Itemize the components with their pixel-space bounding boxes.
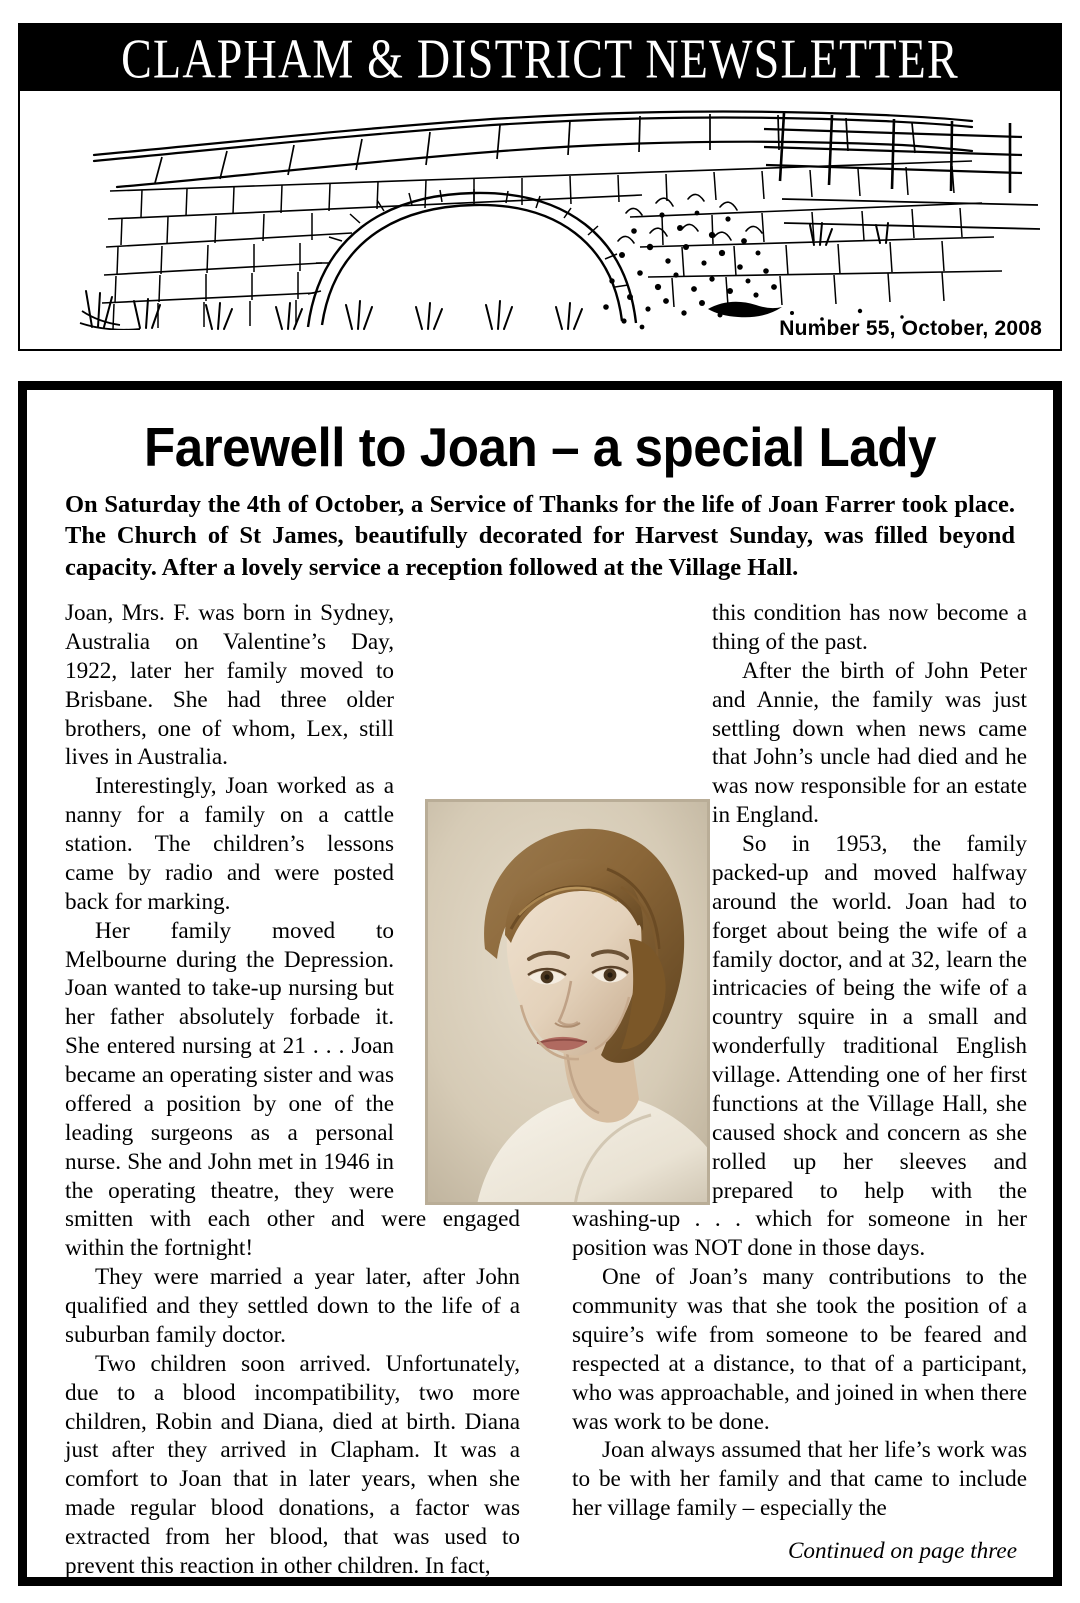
paragraph: Two children soon arrived. Unfortunately, due to a blood incompatibility, two more children, Robin and Diana, died at birth. Diana just after they arrived in Clapham. It was a comfort to Joan that in later years, when she made regular blood donations, a factor was extracted from her blood, that was used to prevent this reaction in other children. In fact, <box>65 1350 520 1579</box>
issue-number-line: Number 55, October, 2008 <box>779 317 1042 340</box>
paragraph: One of Joan’s many contributions to the community was that she took the position of a squire’s wife from someone to be feared and respected at a distance, to that of a participant, who was approachable, and joined in when there was work to be done. <box>572 1264 1027 1435</box>
newsletter-title: CLAPHAM & DISTRICT NEWSLETTER <box>121 26 959 90</box>
paragraph: After the birth of John Peter and Annie, the family was just settling down when news came that John’s uncle had died and he was now responsible for an estate in England. <box>712 657 1027 829</box>
article-standfirst: On Saturday the 4th of October, a Service of Thanks for the life of Joan Farrer took place. The Church of St James, beautifully decorated for Harvest Sunday, was filled beyond capacity. After a lovely service a reception followed at the Village Hall. <box>65 491 1015 581</box>
portrait-photo <box>425 799 710 1205</box>
stone-bridge-drawing <box>22 95 1060 330</box>
article-box <box>18 381 1062 1586</box>
paragraph: Her family moved to Melbourne during the Depression. Joan wanted to take-up nursing but her father absolutely forbade it. She entered nursing at 21 . . . Joan became an operating sister and was offered a position by one of the leading surgeons as a personal nurse. She and John met in 1946 in the operating theatre, they were smitten with each other and were engaged within the fortnight! <box>65 917 520 1262</box>
masthead-box <box>18 23 1062 351</box>
paragraph: this condition has now become a thing of the past. <box>712 600 1027 655</box>
page-title: Farewell to Joan – a special Lady <box>143 416 937 478</box>
paragraph: They were married a year later, after John qualified and they settled down to the life of a suburban family doctor. <box>65 1264 520 1348</box>
paragraph: So in 1953, the family packed-up and moved halfway around the world. Joan had to forget about being the wife of a family doctor, and at 32, learn the intricacies of being the wife of a country squire in a small and wonderfully traditional English village. Attending one of her first functions at the Village Hall, she caused shock and concern as she rolled up her sleeves and prepared to help with the washing-up . . . which for someone in her position was NOT done in those days. <box>572 831 1027 1262</box>
masthead-banner <box>20 25 1060 91</box>
paragraph: Joan always assumed that her life’s work was to be with her family and that came to include her village family – especially the <box>572 1437 1027 1522</box>
paragraph: Joan, Mrs. F. was born in Sydney, Australia on Valentine’s Day, 1922, later her family moved to Brisbane. She had three older brothers, one of whom, Lex, still lives in Australia. <box>65 600 394 771</box>
paragraph: Interestingly, Joan worked as a nanny for a family on a cattle station. The children’s lessons came by radio and were posted back for marking. <box>65 773 394 915</box>
continued-note: Continued on page three <box>787 1538 1017 1564</box>
